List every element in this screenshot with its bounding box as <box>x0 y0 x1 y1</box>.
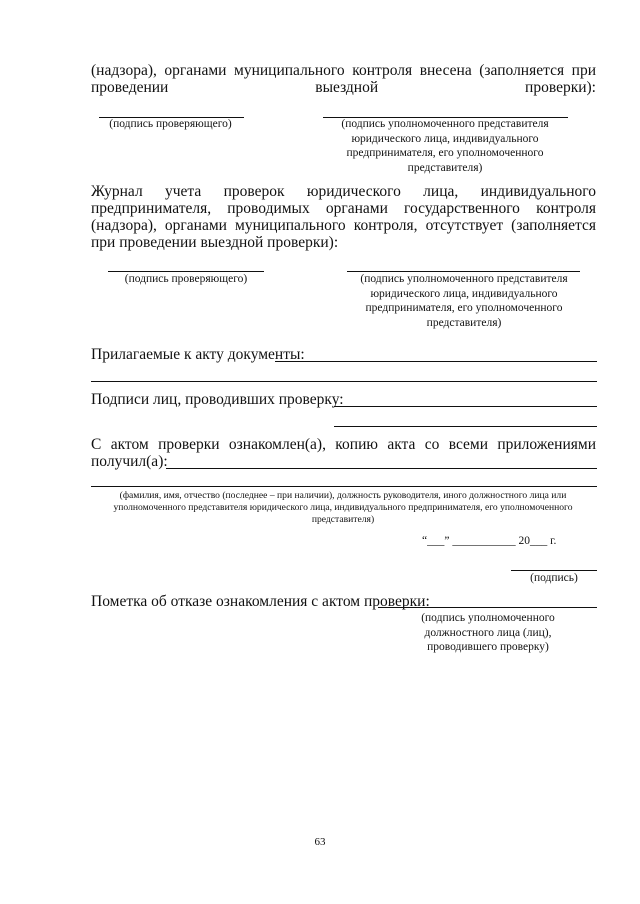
field-line-acquainted-2 <box>91 486 597 487</box>
field-line-refusal <box>378 607 597 608</box>
label-inspector-signature: (подпись проверяющего) <box>109 118 232 130</box>
label-refusal-note: Пометка об отказе ознакомления с актом проверки: <box>91 593 430 610</box>
label-signature: (подпись) <box>530 572 578 584</box>
label-fio-note: (фамилия, имя, отчество (последнее – при наличии), должность руководителя, иного должностного лица или уполномоченного представителя юридического лица, индивидуального предпринимателя, его уполномоченного представителя) <box>113 490 573 525</box>
field-line-signatures <box>334 406 597 407</box>
paragraph-journal-entry-made: (надзора), органами муниципального контроля внесена (заполняется при проведении выездной проверки): <box>91 62 596 96</box>
page-number: 63 <box>314 836 326 848</box>
field-line-attached-documents-2 <box>91 381 597 382</box>
field-line-signatures-2 <box>334 426 597 427</box>
paragraph-journal-absent: Журнал учета проверок юридического лица, индивидуального предпринимателя, проводимых органами государственного контроля (надзора), органами муниципального контроля, отсутствует (заполняется при проведении выездной проверки): <box>91 183 596 251</box>
label-representative-signature: (подпись уполномоченного представителя юридического лица, индивидуального предпринимателя, его уполномоченного представителя) <box>341 118 549 174</box>
label-inspector-signature-2: (подпись проверяющего) <box>124 273 248 285</box>
field-line-attached-documents <box>275 361 597 362</box>
label-attached-documents: Прилагаемые к акту документы: <box>91 346 305 363</box>
label-official-signature: (подпись уполномоченного должностного лица (лиц), проводившего проверку) <box>421 612 555 653</box>
label-inspector-signatures: Подписи лиц, проводивших проверку: <box>91 391 344 408</box>
label-representative-signature-2: (подпись уполномоченного представителя юридического лица, индивидуального предпринимателя, его уполномоченного представителя) <box>360 273 568 329</box>
date-field: “___” ___________ 20___ г. <box>422 535 557 547</box>
paragraph-acquainted: С актом проверки ознакомлен(а), копию акта со всеми приложениями получил(а): <box>91 436 596 470</box>
field-line-acquainted <box>166 468 597 469</box>
